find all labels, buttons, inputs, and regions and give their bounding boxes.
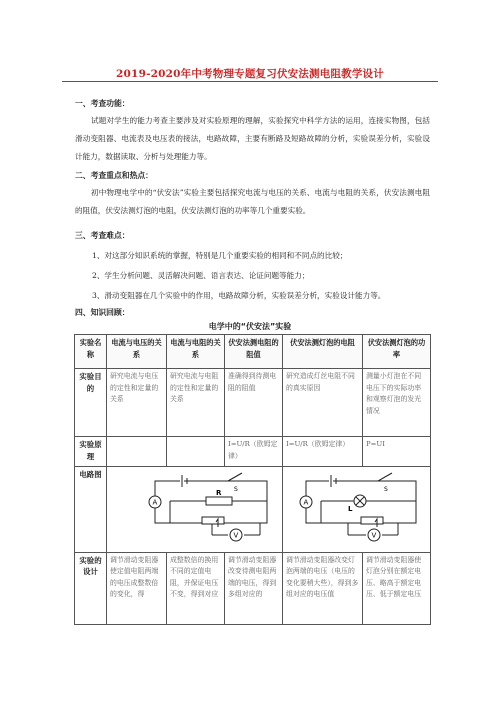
table-row-purpose (75, 369, 431, 437)
section-3-heading: 三、考查难点： (75, 231, 130, 240)
voltmeter-label: V (233, 531, 239, 540)
table-cell (107, 437, 167, 467)
table-cell (225, 552, 283, 624)
table-cell: 研究造成灯丝电阻不同的真实原因 (283, 369, 363, 437)
table-row-design (75, 552, 431, 624)
table-cell: 测量小灯泡在不同电压下的实际功率和观察灯泡的发光情况 (363, 369, 431, 437)
header-cell: 伏安法测电阻的阻值 (225, 335, 283, 369)
section-1-text: 试题对学生的能力考查主要涉及对实验原理的理解，实验探究中科学方法的运用，连接实物图，包括滑动变阻器、电流表及电压表的接法，电路故障，主要有断路及短路故障的分析，实验误差分析，实验设计能力，数据读取、分析与处理能力等。 (75, 116, 430, 161)
cell-text: 调节滑动变阻器改变待测电阻两端的电压，得到多组对应的 (228, 555, 277, 598)
table-cell (283, 552, 363, 624)
row-label: 实验的设计 (75, 552, 107, 624)
table-header-row (75, 335, 431, 369)
experiment-table (74, 334, 431, 625)
table-cell (167, 437, 225, 467)
ammeter-label: A (303, 498, 309, 507)
header-cell: 电流与电阻的关系 (167, 335, 225, 369)
cell-text: 调节滑动变阻器使定值电阻两端的电压成整数倍的变化，得 (110, 555, 159, 598)
table-cell: P=UI (363, 437, 431, 467)
switch-label: S (384, 486, 388, 493)
table-cell: 研究电流与电阻的定性和定量的关系 (167, 369, 225, 437)
table-row-principle (75, 437, 431, 467)
section-2-text: 初中物理电学中的“伏安法”实验主要包括探究电流与电压的关系、电流与电阻的关系，伏安法测电阻的阻值，伏安法测灯泡的电阻，伏安法测灯泡的功率等几个重要实验。 (75, 188, 430, 215)
table-cell (167, 552, 225, 624)
ammeter-label: A (152, 498, 158, 507)
section-1-heading: 一、考查功能： (75, 99, 130, 108)
section-4-heading: 四、知识回顾： (75, 308, 130, 317)
table-cell: 准确得到待测电阻的阻值 (225, 369, 283, 437)
row-label: 实验原理 (75, 437, 107, 467)
cell-text: 成整数倍的换用不同的定值电阻，并保证电压不变，得到对应 (170, 555, 219, 598)
table-cell (363, 552, 431, 624)
table-caption: 电学中的“伏安法”实验 (208, 322, 292, 331)
table-cell: 研究电流与电压的定性和定量的关系 (107, 369, 167, 437)
table-cell (107, 552, 167, 624)
section-3-item-2: 2、学生分析问题、灵活解决问题、语言表达、论证问题等能力； (92, 271, 310, 280)
header-cell: 伏安法测灯泡的电阻 (283, 335, 363, 369)
header-cell: 实验名称 (75, 335, 107, 369)
resistor-label: R (216, 489, 222, 497)
switch-label: S (234, 486, 238, 493)
table-row-circuit (75, 467, 431, 553)
table-cell: I=U/R（欧姆定律） (225, 437, 283, 467)
title-underline (62, 81, 438, 82)
section-2-heading: 二、考查重点和热点： (75, 171, 153, 180)
document-title: 2019-2020年中考物理专题复习伏安法测电阻教学设计 (116, 68, 384, 80)
circuit-diagram-resistor (110, 469, 283, 545)
section-3-item-1: 1、对这部分知识系统的掌握，特别是几个重要实验的相同和不同点的比较； (92, 251, 348, 260)
section-3-item-3: 3、滑动变阻器在几个实验中的作用，电路故障分析，实验误差分析，实验设计能力等。 (92, 291, 386, 300)
header-cell: 伏安法测灯泡的功率 (363, 335, 431, 369)
table-cell: I=U/R（欧姆定律） (283, 437, 363, 467)
circuit-cell-resistor (107, 467, 283, 553)
circuit-diagram-lamp (286, 469, 431, 545)
row-label: 实验目的 (75, 369, 107, 437)
cell-text: 调节滑动变阻器使灯泡分别在额定电压、略高于额定电压、低于额定电压 (366, 555, 422, 598)
header-cell: 电流与电压的关系 (107, 335, 167, 369)
voltmeter-label: V (371, 531, 377, 540)
cell-text: 调节滑动变阻器改变灯泡两端的电压（电压的变化要稍大些），得到多组对应的电压值 (286, 555, 359, 598)
lamp-label: L (348, 505, 353, 513)
circuit-cell-lamp (283, 467, 431, 553)
row-label: 电路图 (75, 467, 107, 553)
